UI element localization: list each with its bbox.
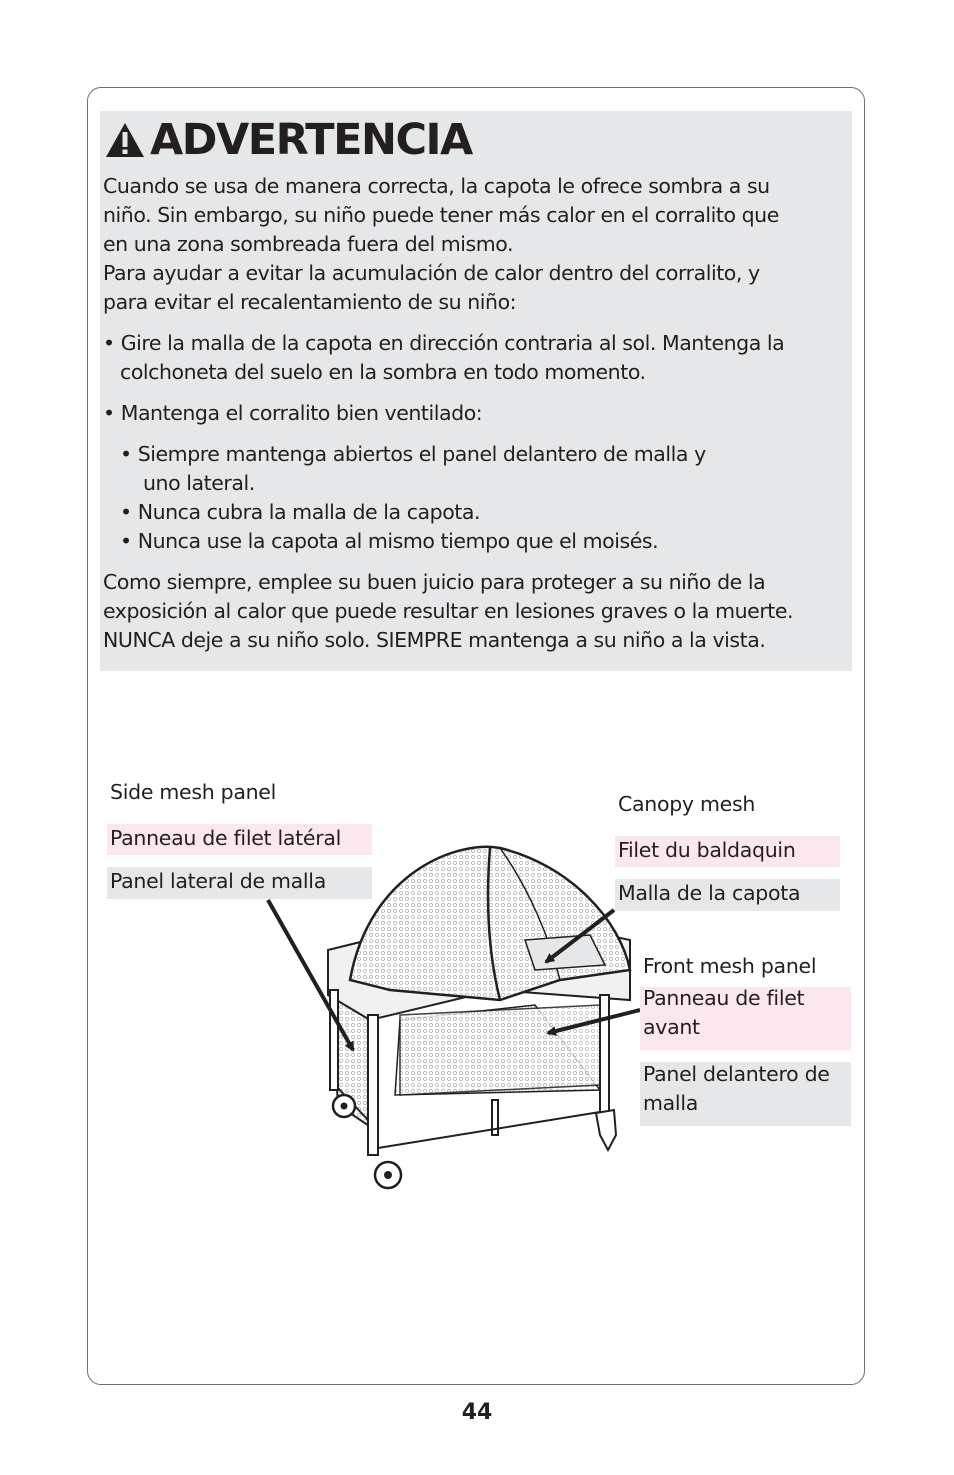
- warning-bullet-line: colchoneta del suelo en la sombra en todo momento.: [120, 360, 646, 384]
- warning-paragraph-line: para evitar el recalentamiento de su niño:: [103, 290, 517, 314]
- label-canopy-en: Canopy mesh: [618, 792, 756, 816]
- canopy-arrow: [546, 910, 614, 962]
- label-front-es: malla: [643, 1091, 698, 1115]
- warning-paragraph-line: NUNCA deje a su niño solo. SIEMPRE mantenga a su niño a la vista.: [103, 628, 766, 652]
- label-front-en: Front mesh panel: [643, 954, 817, 978]
- warning-bullet-line: • Mantenga el corralito bien ventilado:: [103, 401, 483, 425]
- warning-paragraph-line: exposición al calor que puede resultar en lesiones graves o la muerte.: [103, 599, 794, 623]
- page-number: 44: [461, 1400, 493, 1425]
- label-canopy-es: Malla de la capota: [615, 879, 840, 911]
- warning-subbullet-line: • Nunca cubra la malla de la capota.: [120, 500, 481, 524]
- label-front-es: Panel delantero de: [643, 1062, 830, 1086]
- warning-paragraph-line: en una zona sombreada fuera del mismo.: [103, 232, 514, 256]
- label-side-es: Panel lateral de malla: [107, 867, 372, 899]
- side-panel-arrow: [268, 900, 353, 1050]
- warning-subbullet-line: • Siempre mantenga abiertos el panel delantero de malla y: [120, 442, 706, 466]
- warning-subbullet-line: uno lateral.: [143, 471, 255, 495]
- warning-paragraph-line: Para ayudar a evitar la acumulación de calor dentro del corralito, y: [103, 261, 760, 285]
- warning-title-text: ADVERTENCIA: [150, 115, 472, 165]
- warning-paragraph-line: niño. Sin embargo, su niño puede tener más calor en el corralito que: [103, 203, 779, 227]
- warning-bullet-line: • Gire la malla de la capota en dirección contraria al sol. Mantenga la: [103, 331, 785, 355]
- warning-paragraph-line: Cuando se usa de manera correcta, la capota le ofrece sombra a su: [103, 174, 770, 198]
- label-side-en: Side mesh panel: [110, 780, 276, 804]
- front-panel-arrow: [548, 1010, 640, 1033]
- label-side-fr: Panneau de filet latéral: [107, 824, 372, 855]
- label-front-fr: Panneau de filet: [643, 986, 805, 1010]
- label-canopy-fr: Filet du baldaquin: [615, 836, 840, 867]
- warning-subbullet-line: • Nunca use la capota al mismo tiempo que el moisés.: [120, 529, 659, 553]
- warning-paragraph-line: Como siempre, emplee su buen juicio para proteger a su niño de la: [103, 570, 766, 594]
- label-front-fr: avant: [643, 1015, 700, 1039]
